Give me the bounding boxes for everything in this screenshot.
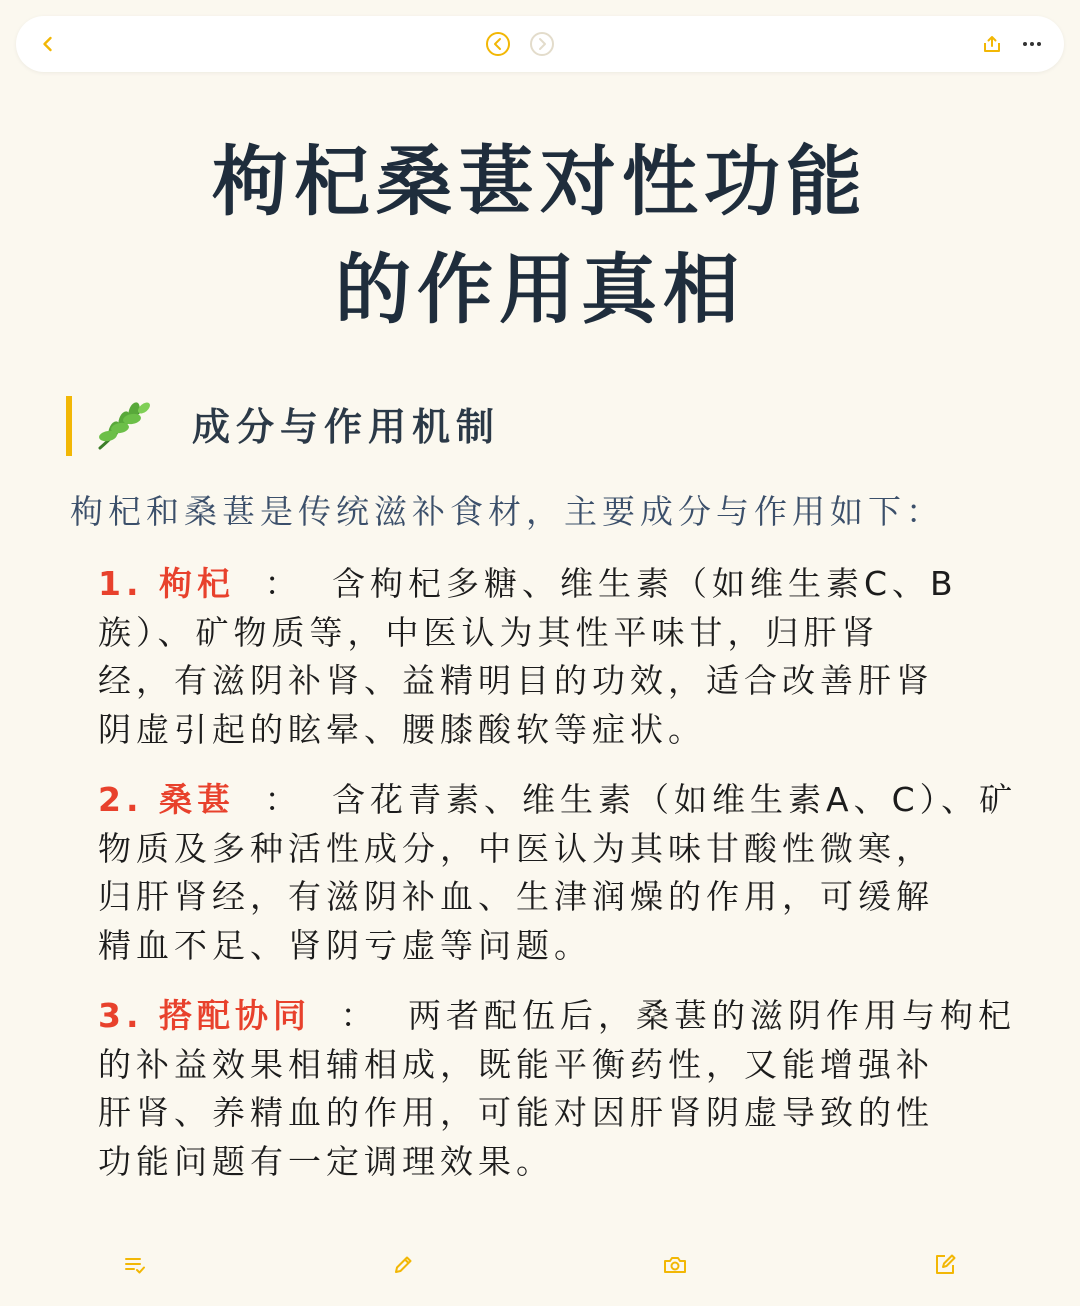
title-line-1: 枸杞桑葚对性功能	[212, 137, 868, 226]
more-options-button[interactable]	[1018, 30, 1046, 58]
markup-pen-button[interactable]	[386, 1248, 420, 1282]
checklist-icon	[123, 1253, 147, 1277]
list-item	[98, 776, 1018, 970]
circle-left-arrow-icon	[485, 31, 511, 57]
list-item-number: 3.	[98, 996, 144, 1035]
intro-text: 枸杞和桑葚是传统滋补食材，主要成分与作用如下：	[70, 492, 944, 531]
camera-button[interactable]	[658, 1248, 692, 1282]
share-button[interactable]	[978, 30, 1006, 58]
list-item-line: 经，有滋阴补肾、益精明目的功效，适合改善肝肾	[98, 661, 934, 700]
top-toolbar	[16, 16, 1064, 72]
list-item-line	[98, 776, 1018, 825]
compose-icon	[932, 1252, 958, 1278]
back-button[interactable]	[34, 30, 62, 58]
section-accent-bar	[66, 396, 72, 456]
list-item-line: 阴虚引起的眩晕、腰膝酸软等症状。	[98, 709, 706, 749]
list-item-line: 的补益效果相辅相成，既能平衡药性，又能增强补	[98, 1044, 934, 1084]
circle-right-arrow-icon	[529, 31, 555, 57]
list-item-keyword: 搭配协同	[159, 996, 311, 1035]
list-item-line: 功能问题有一定调理效果。	[98, 1141, 554, 1181]
list-item-line	[98, 560, 998, 609]
list-item-text: 含枸杞多糖、维生素（如维生素C、B	[332, 564, 958, 603]
section-heading	[66, 396, 666, 456]
list-item	[98, 560, 998, 754]
list-item-line: 归肝肾经，有滋阴补血、生津润燥的作用，可缓解	[98, 877, 934, 916]
checklist-button[interactable]	[118, 1248, 152, 1282]
note-title	[0, 128, 1080, 344]
compose-note-button[interactable]	[928, 1248, 962, 1282]
list-item-keyword: 桑葚	[159, 780, 235, 819]
next-note-button[interactable]	[528, 30, 556, 58]
list-item-line: 肝肾、养精血的作用，可能对因肝肾阴虚导致的性	[98, 1093, 934, 1132]
list-item-number: 1.	[98, 564, 144, 603]
list-item-keyword: 枸杞	[159, 564, 235, 603]
pencil-icon	[391, 1253, 415, 1277]
section-title: 成分与作用机制	[192, 405, 501, 449]
list-item-text: 两者配伍后，桑葚的滋阴作用与枸杞	[408, 996, 1016, 1035]
list-item-line: 精血不足、肾阴亏虚等问题。	[98, 925, 592, 965]
list-item	[98, 992, 1016, 1186]
list-item-line	[98, 992, 1016, 1041]
title-line-2: 的作用真相	[335, 245, 745, 334]
herb-leaf-icon	[94, 400, 154, 452]
list-item-separator: ：	[264, 564, 303, 603]
list-item-number: 2.	[98, 780, 144, 819]
list-item-line: 族）、矿物质等，中医认为其性平味甘，归肝肾	[98, 612, 880, 652]
list-item-separator: ：	[340, 996, 379, 1035]
camera-icon	[662, 1253, 688, 1277]
more-dots-icon	[1021, 33, 1043, 55]
previous-note-button[interactable]	[484, 30, 512, 58]
share-icon	[981, 33, 1003, 55]
list-item-text: 含花青素、维生素（如维生素A、C）、矿	[332, 780, 1018, 819]
chevron-left-icon	[38, 34, 58, 54]
list-item-separator: ：	[264, 780, 303, 819]
list-item-line: 物质及多种活性成分，中医认为其味甘酸性微寒，	[98, 828, 934, 868]
